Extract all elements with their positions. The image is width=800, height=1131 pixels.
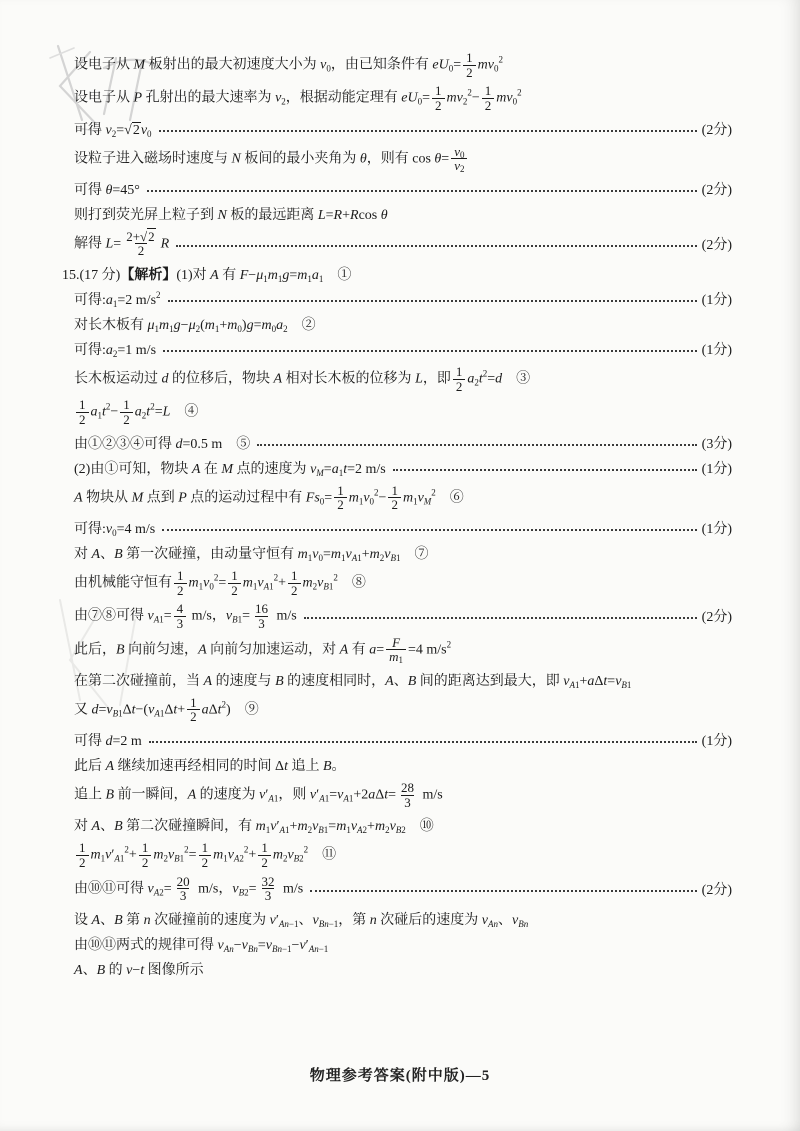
answer-line — [62, 365, 732, 393]
line-content: 又 $d=v_{B1}\Delta t-(v_{A1}\Delta t+$ $\frac{1}{2}$ aΔt$^2$) ⑨ — [74, 694, 259, 725]
answer-line — [62, 841, 732, 869]
line-content: 可得$:a_2=1$ m/s — [74, 343, 157, 360]
answer-line — [62, 288, 732, 310]
line-content: 设电子从 M 板射出的最大初速度大小为 $v_0$，由已知条件有 $eU_0=$ $\frac{1}{2}$ $mv_0^2$ — [74, 50, 503, 80]
answer-line — [62, 178, 732, 200]
line-content: A 物块从 M 点到 P 点的运动过程中有 $Fs_0=$ $\frac{1}{2}$ $m_1v_0^2-$ $\frac{1}{2}$ $m_1v_M^2$ ⑥ — [74, 482, 464, 513]
line-content: 此后 A 继续加速再经相同的时间 Δt 追上 B。 — [74, 759, 346, 775]
line-content: 设 A、B 第 n 次碰撞前的速度为 $v'_{An-1}$、$v_{Bn-1}$，第 n 次碰后的速度为 $v_{An}$、$v_{Bn}$ — [74, 912, 529, 929]
line-content: 可得 $v_2=√2v_0$ — [74, 122, 152, 139]
line-content: 由⑩⑪可得 $v_{A2}=$ $\frac{20}{3}$ m/s，$v_{B2}=$ $\frac{32}{3}$ m/s — [74, 873, 304, 904]
answer-line — [62, 958, 732, 980]
answer-line — [62, 569, 732, 597]
score-label: (1分) — [701, 293, 732, 309]
line-content: 此后，B 向前匀速，A 向前匀加速运动，对 A 有 a= $\frac{F}{m_1}$ =4 $m/s^2$ — [74, 634, 452, 666]
answer-line — [62, 338, 732, 360]
score-label: (2分) — [701, 182, 732, 198]
answer-line — [62, 432, 732, 454]
line-content: (2)由①可知，物块 A 在 M 点的速度为 $v_M=a_1t=2$ m/s — [74, 461, 386, 478]
answer-line — [62, 145, 732, 173]
line-content: 则打到荧光屏上粒子到 N 板的最远距离 L=R+Rcos θ — [74, 207, 388, 223]
line-content: 由机械能守恒有 $\frac{1}{2}$ $m_1v_0^2=$ $\frac{1}{2}$ $m_1v_{A1}^2+$ $\frac{1}{2}$ $m_2v_{B1}^2$ ⑧ — [74, 567, 366, 598]
line-content: $\frac{1}{2}$ $m_1v'_{A1}^2+$ $\frac{1}{2}$ $m_2v_{B1}^2=$ $\frac{1}{2}$ $m_1v_{A2}^2+$ $\frac{1}{2}$ $m_2v_{B2}^2$ ⑪ — [74, 841, 336, 869]
answer-line — [62, 457, 732, 479]
answer-line — [62, 696, 732, 724]
answer-line — [62, 398, 732, 426]
dotted-leader — [159, 130, 697, 132]
dotted-leader — [257, 444, 696, 446]
answer-line — [62, 517, 732, 539]
line-content: 对 A、B 第二次碰撞瞬间，有 $m_1v'_{A1}+m_2v_{B1}=m_1v_{A2}+m_2v_{B2}$ ⑩ — [74, 819, 434, 836]
answer-line — [62, 484, 732, 512]
line-content: 由⑩⑪两式的规律可得 $v_{An}-v_{Bn}=v_{Bn-1}-v'_{An-1}$ — [74, 937, 329, 954]
dotted-leader — [147, 190, 697, 192]
dotted-leader — [168, 300, 697, 302]
answer-line — [62, 875, 732, 903]
answer-line — [62, 602, 732, 630]
answer-line — [62, 313, 732, 335]
answer-line — [62, 118, 732, 140]
line-content: 可得 θ=45° — [74, 182, 140, 198]
score-label: (2分) — [701, 122, 732, 138]
answer-line — [62, 754, 732, 776]
score-label: (3分) — [701, 436, 732, 452]
answer-line — [62, 669, 732, 691]
question-start-line — [62, 263, 732, 285]
answer-line — [62, 814, 732, 836]
line-content: 可得$:v_0=4$ m/s — [74, 521, 156, 538]
score-label: (2分) — [701, 610, 732, 626]
answer-line — [62, 542, 732, 564]
line-content: 由①②③④可得 d=0.5 m ⑤ — [74, 436, 251, 452]
answer-line — [62, 51, 732, 79]
dotted-leader — [162, 529, 696, 531]
score-label: (1分) — [701, 343, 732, 359]
line-content: 设粒子进入磁场时速度与 N 板间的最小夹角为 θ，则有 cos θ= $\frac{v_0}{v_2}$ — [74, 145, 469, 173]
line-content: 可得$:a_1=2$ $m/s^2$ — [74, 290, 161, 310]
line-content: 15.(17 分)【解析】(1)对 A 有 $F-\mu_1m_1g=m_1a_1$ ① — [62, 268, 352, 285]
dotted-leader — [149, 741, 697, 743]
dotted-leader — [304, 617, 697, 619]
dotted-leader — [176, 245, 696, 247]
answer-line — [62, 781, 732, 809]
dotted-leader — [310, 890, 696, 892]
score-label: (2分) — [701, 882, 732, 898]
line-content: 解得 L= $\frac{2+√2}{2}$ R — [74, 228, 170, 259]
dotted-leader — [393, 469, 697, 471]
line-content: 长木板运动过 d 的位移后，物块 A 相对长木板的位移为 L，即 $\frac{1}{2}$ $a_2t^2=d$ ③ — [74, 364, 531, 394]
answer-line — [62, 230, 732, 258]
line-content: $\frac{1}{2}$ $a_1t^2-$ $\frac{1}{2}$ $a_2t^2=L$ ④ — [74, 398, 198, 426]
score-label: (1分) — [701, 521, 732, 537]
score-label: (1分) — [701, 461, 732, 477]
line-content: 对 A、B 第一次碰撞，由动量守恒有 $m_1v_0=m_1v_{A1}+m_2v_{B1}$ ⑦ — [74, 546, 429, 563]
score-label: (1分) — [701, 734, 732, 750]
answer-line — [62, 933, 732, 955]
line-content: 对长木板有 $\mu_1m_1g-\mu_2(m_1+m_0)g=m_0a_2$ ② — [74, 318, 316, 335]
answer-line — [62, 203, 732, 225]
line-content: 可得 d=2 m — [74, 734, 142, 750]
line-content: 设电子从 P 孔射出的最大速率为 $v_2$，根据动能定理有 $eU_0=$ $\frac{1}{2}$ $mv_2^2-$ $\frac{1}{2}$ $mv_0^2$ — [74, 83, 522, 113]
answer-sheet — [62, 46, 732, 983]
answer-line — [62, 636, 732, 664]
page-footer: 物理参考答案(附中版)—5 — [309, 1068, 491, 1084]
dotted-leader — [163, 350, 697, 352]
line-content: 追上 B 前一瞬间，A 的速度为 $v'_{A1}$，则 $v'_{A1}=v_{A1}+2a\Delta t=$ $\frac{28}{3}$ m/s — [74, 780, 443, 810]
line-content: 由⑦⑧可得 $v_{A1}=$ $\frac{4}{3}$ m/s，$v_{B1}=$ $\frac{16}{3}$ m/s — [74, 601, 297, 631]
line-content: A、B 的 v−t 图像所示 — [74, 962, 204, 978]
line-content: 在第二次碰撞前，当 A 的速度与 B 的速度相同时，A、B 间的距离达到最大，即 $v_{A1}+a\Delta t=v_{B1}$ — [74, 673, 632, 690]
answer-line — [62, 84, 732, 112]
score-label: (2分) — [701, 237, 732, 253]
answer-line — [62, 908, 732, 930]
answer-line — [62, 729, 732, 751]
